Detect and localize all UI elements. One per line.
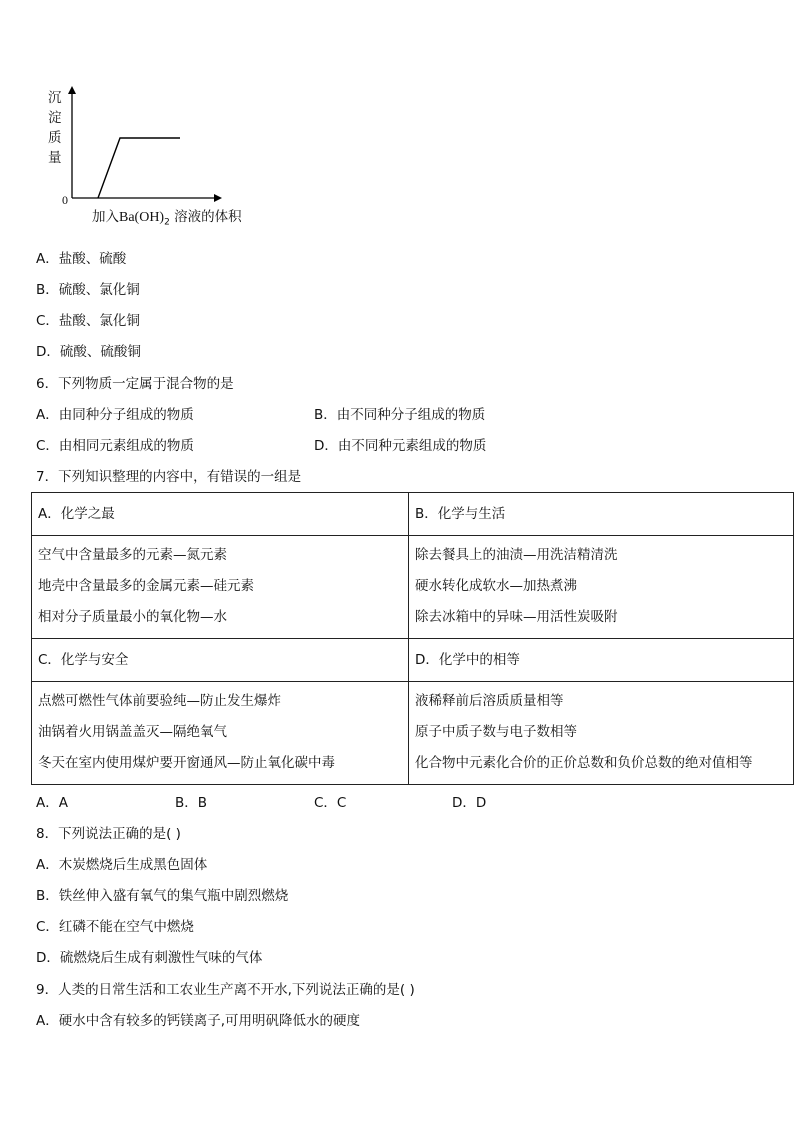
- cell-line: 空气中含量最多的元素—氮元素: [38, 547, 227, 563]
- q5-option-a: A．盐酸、硫酸: [36, 251, 127, 267]
- x-axis-label: [92, 205, 242, 228]
- cell-line: 液稀释前后溶质质量相等: [415, 693, 564, 709]
- cell-line: 油锅着火用锅盖盖灭—隔绝氧气: [38, 724, 227, 740]
- x-label-formula: Ba(OH): [119, 210, 165, 225]
- q8-stem: 8．下列说法正确的是( ): [36, 826, 181, 842]
- q9-stem: 9．人类的日常生活和工农业生产离不开水,下列说法正确的是( ): [36, 982, 415, 998]
- cell-b-body: [409, 536, 794, 639]
- x-label-subscript: 2: [164, 217, 170, 228]
- cell-line: 相对分子质量最小的氧化物—水: [38, 609, 227, 625]
- cell-line: 地壳中含量最多的金属元素—硅元素: [38, 578, 254, 594]
- q6-option-d: D．由不同种元素组成的物质: [314, 438, 487, 454]
- cell-c-head: C．化学与安全: [32, 639, 409, 682]
- q8-option-c: C．红磷不能在空气中燃烧: [36, 919, 194, 935]
- cell-line: 原子中质子数与电子数相等: [415, 724, 577, 740]
- q7-option-b: B．B: [175, 795, 208, 811]
- q7-option-c: C．C: [314, 795, 347, 811]
- cell-line: 除去冰箱中的异味—用活性炭吸附: [415, 609, 618, 625]
- table-row: [32, 493, 794, 536]
- q7-stem: 7．下列知识整理的内容中，有错误的一组是: [36, 469, 302, 485]
- q9-option-a: A．硬水中含有较多的钙镁离子,可用明矾降低水的硬度: [36, 1013, 361, 1029]
- y-axis-arrow: [68, 86, 76, 94]
- cell-line: 化合物中元素化合价的正价总数和负价总数的绝对值相等: [415, 755, 753, 771]
- q5-option-c: C．盐酸、氯化铜: [36, 313, 140, 329]
- cell-d-body: [409, 682, 794, 785]
- precipitate-graph: [40, 84, 280, 234]
- cell-a-head: A．化学之最: [32, 493, 409, 536]
- q8-option-b: B．铁丝伸入盛有氧气的集气瓶中剧烈燃烧: [36, 888, 289, 904]
- q6-option-a: A．由同种分子组成的物质: [36, 407, 194, 423]
- cell-a-body: [32, 536, 409, 639]
- q8-option-d: D．硫燃烧后生成有刺激性气味的气体: [36, 950, 263, 966]
- origin-label: 0: [62, 193, 68, 207]
- cell-line: 冬天在室内使用煤炉要开窗通风—防止氧化碳中毒: [38, 755, 335, 771]
- cell-line: 点燃可燃性气体前要验纯—防止发生爆炸: [38, 693, 281, 709]
- x-axis-arrow: [214, 194, 222, 202]
- cell-line: 除去餐具上的油渍—用洗洁精清洗: [415, 547, 618, 563]
- cell-c-body: [32, 682, 409, 785]
- table-row: [32, 682, 794, 785]
- q6-option-c: C．由相同元素组成的物质: [36, 438, 194, 454]
- table-row: [32, 536, 794, 639]
- cell-d-head: D．化学中的相等: [409, 639, 794, 682]
- x-label-suffix: 溶液的体积: [169, 209, 242, 225]
- q6-stem: 6．下列物质一定属于混合物的是: [36, 376, 234, 392]
- q7-option-d: D．D: [452, 795, 487, 811]
- q5-option-d: D．硫酸、硫酸铜: [36, 344, 141, 360]
- q7-option-a: A．A: [36, 795, 68, 811]
- knowledge-table: [31, 492, 794, 785]
- x-label-prefix: 加入: [92, 209, 119, 225]
- q5-option-b: B．硫酸、氯化铜: [36, 282, 140, 298]
- cell-line: 硬水转化成软水—加热煮沸: [415, 578, 577, 594]
- cell-b-head: B．化学与生活: [409, 493, 794, 536]
- q6-option-b: B．由不同种分子组成的物质: [314, 407, 486, 423]
- table-row: [32, 639, 794, 682]
- precipitate-curve: [98, 138, 180, 198]
- y-axis-label: 沉淀质量: [48, 90, 62, 166]
- q8-option-a: A．木炭燃烧后生成黑色固体: [36, 857, 208, 873]
